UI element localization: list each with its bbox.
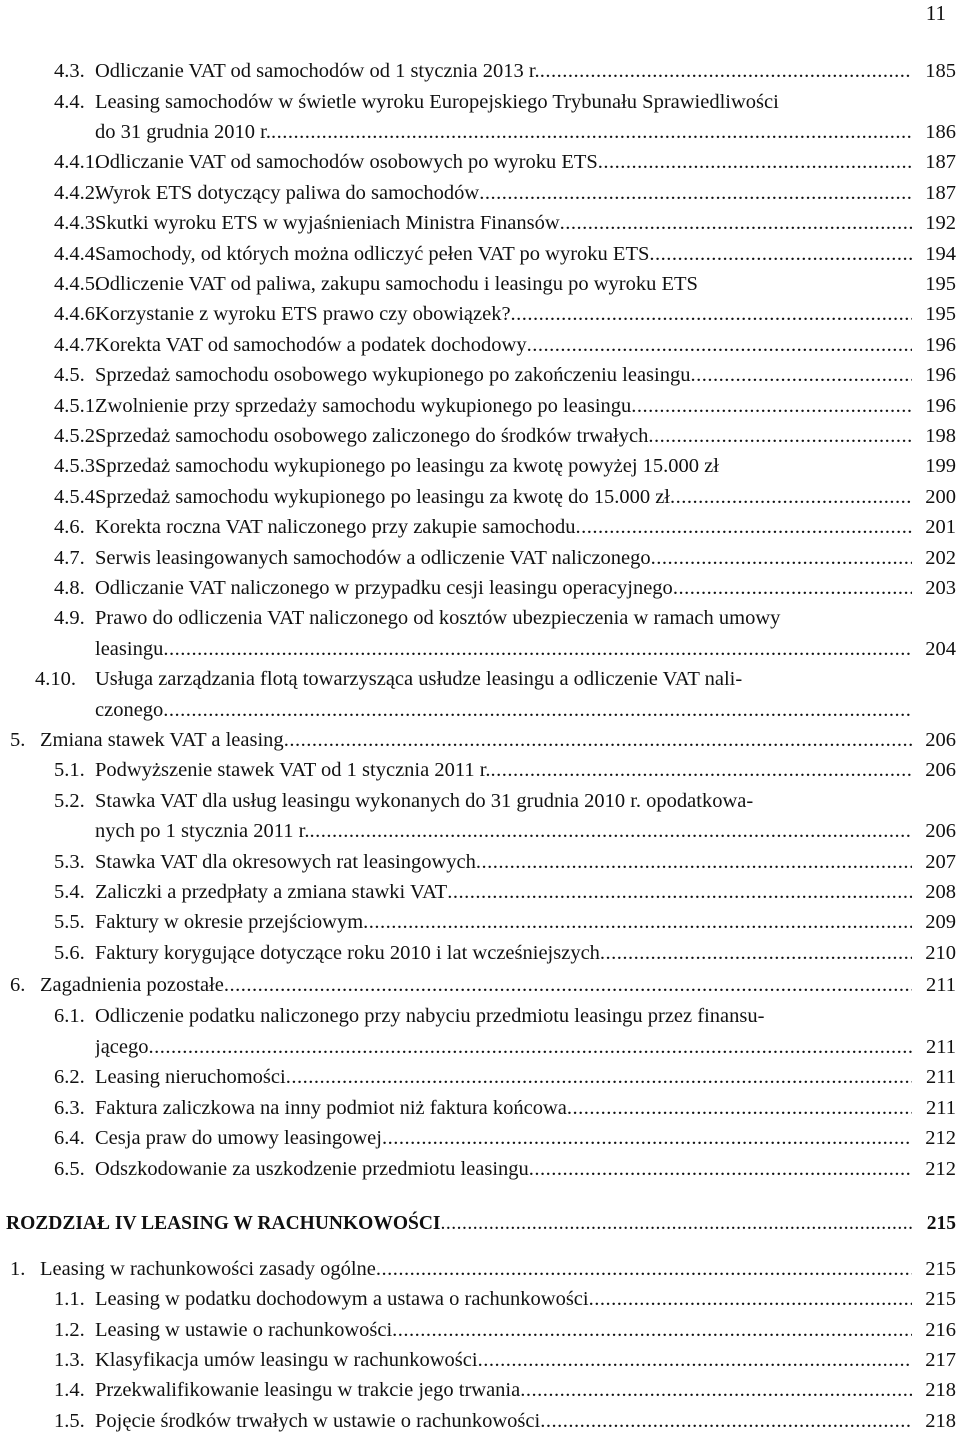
- toc-entry-page: 218: [925, 1379, 956, 1401]
- toc-entry: [54, 787, 956, 815]
- toc-entry: [54, 1124, 956, 1152]
- toc-entry-title: Pojęcie środków trwałych w ustawie o rachunkowości .....: [95, 1407, 912, 1435]
- toc-entry-number: 4.4.: [54, 91, 85, 113]
- toc-entry-page: 211: [926, 1097, 956, 1119]
- toc-entry-number: 5.4.: [54, 881, 85, 903]
- toc-entry-number: 1.3.: [54, 1349, 85, 1371]
- toc-entry-title: Sprzedaż samochodu wykupionego po leasingu za kwotę powyżej 15.000 zł: [95, 455, 719, 477]
- toc-entry-number: 5.: [10, 729, 26, 751]
- toc-entry-title: nych po 1 stycznia 2011 r. .....: [95, 817, 912, 845]
- toc-entry-title: Cesja praw do umowy leasingowej .....: [95, 1124, 912, 1152]
- toc-entry-page: 194: [925, 243, 956, 265]
- toc-entry-page: 187: [925, 151, 956, 173]
- toc-entry-page: 206: [925, 729, 956, 751]
- toc-entry-title: Klasyfikacja umów leasingu w rachunkowości .....: [95, 1346, 912, 1374]
- toc-entry-title: Stawka VAT dla usług leasingu wykonanych do 31 grudnia 2010 r. opodatkowa-: [95, 790, 754, 812]
- toc-entry: [54, 1094, 956, 1122]
- toc-entry: [35, 696, 956, 724]
- toc-entry-number: 5.1.: [54, 759, 85, 781]
- toc-entry-number: 4.5.: [54, 364, 85, 386]
- toc-entry: [54, 331, 956, 359]
- toc-entry-title: Korzystanie z wyroku ETS prawo czy obowiązek? .....: [95, 300, 912, 328]
- toc-entry: [54, 452, 956, 480]
- toc-entry-number: 6.: [10, 974, 26, 996]
- toc-entry-number: 5.5.: [54, 911, 85, 933]
- toc-entry-number: 1.2.: [54, 1319, 85, 1341]
- toc-entry-number: 4.4.1.: [54, 151, 101, 173]
- toc-entry-title: Stawka VAT dla okresowych rat leasingowych .....: [95, 848, 912, 876]
- toc-entry-number: 4.4.2.: [54, 182, 101, 204]
- toc-entry: [54, 848, 956, 876]
- toc-entry-number: 4.5.4.: [54, 486, 101, 508]
- toc-entry-page: 211: [926, 1066, 956, 1088]
- toc-entry: [54, 939, 956, 967]
- toc-entry-number: 1.5.: [54, 1410, 85, 1432]
- toc-entry: [54, 1063, 956, 1091]
- toc-entry-number: 6.2.: [54, 1066, 85, 1088]
- toc-entry-page: 196: [925, 364, 956, 386]
- toc-entry-title: Leasing w ustawie o rachunkowości .....: [95, 1316, 912, 1344]
- toc-entry-number: 4.4.3.: [54, 212, 101, 234]
- toc-entry: [54, 118, 956, 146]
- toc-entry-title: Skutki wyroku ETS w wyjaśnieniach Ministra Finansów .....: [95, 209, 912, 237]
- toc-entry-title: jącego .....: [95, 1033, 912, 1061]
- toc-entry-title: Samochody, od których można odliczyć pełen VAT po wyroku ETS .....: [95, 240, 912, 268]
- toc-entry-title: Faktura zaliczkowa na inny podmiot niż faktura końcowa .....: [95, 1094, 912, 1122]
- toc-entry: [54, 878, 956, 906]
- toc-entry-number: 4.6.: [54, 516, 85, 538]
- toc-entry: [54, 817, 956, 845]
- toc-entry-title: Wyrok ETS dotyczący paliwa do samochodów .....: [95, 179, 912, 207]
- toc-entry-title: czonego .....: [95, 696, 912, 724]
- toc-entry-page: 212: [925, 1158, 956, 1180]
- toc-entry-number: 4.4.6.: [54, 303, 101, 325]
- toc-entry-title: Zmiana stawek VAT a leasing .....: [40, 726, 912, 754]
- toc-entry: [54, 483, 956, 511]
- toc-entry-number: 4.10.: [35, 668, 76, 690]
- toc-entry-title: Faktury w okresie przejściowym .....: [95, 908, 912, 936]
- toc-entry-number: 1.: [10, 1258, 26, 1280]
- toc-entry-page: 198: [925, 425, 956, 447]
- toc-entry-page: 203: [925, 577, 956, 599]
- toc-entry-page: 208: [925, 881, 956, 903]
- toc-entry-page: 207: [925, 851, 956, 873]
- toc-entry-number: 5.6.: [54, 942, 85, 964]
- toc-entry-title: ROZDZIAŁ IV LEASING W RACHUNKOWOŚCI .....: [6, 1210, 912, 1238]
- toc-entry-page: 218: [925, 1410, 956, 1432]
- toc-entry: [10, 1255, 956, 1283]
- toc-entry-page: 201: [925, 516, 956, 538]
- toc-entry-number: 4.9.: [54, 607, 85, 629]
- toc-entry-title: leasingu .....: [95, 635, 912, 663]
- toc-entry-title: Korekta roczna VAT naliczonego przy zakupie samochodu .....: [95, 513, 912, 541]
- toc-entry-number: 4.5.1.: [54, 395, 101, 417]
- toc-entry: [54, 544, 956, 572]
- toc-entry-title: Zaliczki a przedpłaty a zmiana stawki VAT .....: [95, 878, 912, 906]
- toc-entry-page: 209: [925, 911, 956, 933]
- toc-entry-title: Usługa zarządzania flotą towarzysząca usłudze leasingu a odliczenie VAT nali-: [95, 668, 743, 690]
- toc-entry-page: 212: [925, 1127, 956, 1149]
- toc-entry-number: 4.5.2.: [54, 425, 101, 447]
- toc-entry-number: 5.2.: [54, 790, 85, 812]
- toc-entry-title: Leasing w podatku dochodowym a ustawa o rachunkowości .....: [95, 1285, 912, 1313]
- toc-entry: [54, 1285, 956, 1313]
- toc-entry-title: Odliczanie VAT od samochodów osobowych po wyroku ETS .....: [95, 148, 912, 176]
- toc-entry-title: Odszkodowanie za uszkodzenie przedmiotu leasingu .....: [95, 1155, 912, 1183]
- toc-entry-page: 216: [925, 1319, 956, 1341]
- toc-entry: [54, 1033, 956, 1061]
- toc-entry-number: 4.5.3.: [54, 455, 101, 477]
- toc-entry: [54, 422, 956, 450]
- toc-entry: [54, 209, 956, 237]
- toc-entry-title: Sprzedaż samochodu wykupionego po leasingu za kwotę do 15.000 zł .....: [95, 483, 912, 511]
- toc-entry-number: 4.4.5.: [54, 273, 101, 295]
- toc-entry: [10, 726, 956, 754]
- page-number: 11: [925, 1, 946, 25]
- toc-entry-number: 4.4.7.: [54, 334, 101, 356]
- toc-entry-page: 192: [925, 212, 956, 234]
- toc-entry: [54, 513, 956, 541]
- toc-entry-number: 1.1.: [54, 1288, 85, 1310]
- toc-entry-title: Przekwalifikowanie leasingu w trakcie jego trwania .....: [95, 1376, 912, 1404]
- toc-entry-title: Faktury korygujące dotyczące roku 2010 i lat wcześniejszych .....: [95, 939, 912, 967]
- toc-entry-title: Odliczanie VAT naliczonego w przypadku cesji leasingu operacyjnego .....: [95, 574, 912, 602]
- toc-entry-page: 186: [925, 121, 956, 143]
- toc-entry-page: 202: [925, 547, 956, 569]
- toc-entry-page: 199: [925, 455, 956, 477]
- toc-entry-number: 4.8.: [54, 577, 85, 599]
- toc-entry-title: Leasing nieruchomości .....: [95, 1063, 912, 1091]
- toc-entry: [54, 361, 956, 389]
- toc-entry: [54, 1316, 956, 1344]
- toc-entry: [54, 88, 956, 116]
- toc-entry: [54, 148, 956, 176]
- toc-entry-page: 215: [926, 1213, 956, 1234]
- toc-entry-page: 215: [925, 1258, 956, 1280]
- toc-entry: [54, 574, 956, 602]
- toc-entry-number: 4.7.: [54, 547, 85, 569]
- toc-entry-page: 196: [925, 334, 956, 356]
- toc-entry: [54, 270, 956, 298]
- toc-entry: [54, 604, 956, 632]
- toc-entry-number: 4.3.: [54, 60, 85, 82]
- toc-entry-title: Zagadnienia pozostałe .....: [40, 971, 912, 999]
- toc-entry-page: 200: [925, 486, 956, 508]
- toc-entry: [54, 1155, 956, 1183]
- toc-entry-page: 211: [926, 974, 956, 996]
- toc-entry-number: 4.4.4.: [54, 243, 101, 265]
- toc-entry-number: 1.4.: [54, 1379, 85, 1401]
- toc-entry-page: 217: [925, 1349, 956, 1371]
- toc-entry: [54, 1376, 956, 1404]
- toc-entry-title: Sprzedaż samochodu osobowego wykupionego po zakończeniu leasingu .....: [95, 361, 912, 389]
- toc-entry-title: Prawo do odliczenia VAT naliczonego od kosztów ubezpieczenia w ramach umowy: [95, 607, 781, 629]
- toc-entry-number: 6.3.: [54, 1097, 85, 1119]
- toc-chapter-heading: [6, 1210, 956, 1238]
- toc-entry-title: Odliczenie podatku naliczonego przy nabyciu przedmiotu leasingu przez finansu-: [95, 1005, 765, 1027]
- toc-entry-page: 195: [925, 273, 956, 295]
- toc-entry-number: 6.5.: [54, 1158, 85, 1180]
- toc-entry-page: 185: [925, 60, 956, 82]
- toc-entry-number: 6.4.: [54, 1127, 85, 1149]
- toc-entry-title: do 31 grudnia 2010 r. .....: [95, 118, 912, 146]
- toc-entry-page: 195: [925, 303, 956, 325]
- toc-entry: [54, 1002, 956, 1030]
- toc-entry-page: 187: [925, 182, 956, 204]
- toc-entry-page: 204: [925, 638, 956, 660]
- toc-entry-title: Korekta VAT od samochodów a podatek dochodowy .....: [95, 331, 912, 359]
- toc-entry-title: Odliczenie VAT od paliwa, zakupu samochodu i leasingu po wyroku ETS: [95, 273, 698, 295]
- toc-entry: [54, 179, 956, 207]
- toc-entry-title: Odliczanie VAT od samochodów od 1 stycznia 2013 r. .....: [95, 57, 912, 85]
- toc-entry-page: 206: [925, 820, 956, 842]
- toc-entry-title: Serwis leasingowanych samochodów a odliczenie VAT naliczonego .....: [95, 544, 912, 572]
- toc-entry: [54, 635, 956, 663]
- toc-entry: [54, 392, 956, 420]
- toc-entry: [54, 1407, 956, 1435]
- toc-entry: [35, 665, 956, 693]
- toc-entry-page: 211: [926, 1036, 956, 1058]
- toc-entry-number: 5.3.: [54, 851, 85, 873]
- toc-entry: [54, 240, 956, 268]
- toc-entry-title: Zwolnienie przy sprzedaży samochodu wykupionego po leasingu .....: [95, 392, 912, 420]
- toc-entry-page: 215: [925, 1288, 956, 1310]
- toc-entry-number: 6.1.: [54, 1005, 85, 1027]
- toc-entry: [54, 57, 956, 85]
- toc-entry-title: Leasing w rachunkowości zasady ogólne .....: [40, 1255, 912, 1283]
- toc-entry: [10, 971, 956, 999]
- toc-entry-page: 196: [925, 395, 956, 417]
- toc-entry: [54, 1346, 956, 1374]
- toc-entry: [54, 756, 956, 784]
- toc-entry-page: 210: [925, 942, 956, 964]
- toc-entry: [54, 300, 956, 328]
- toc-entry-page: 206: [925, 759, 956, 781]
- toc-entry-title: Sprzedaż samochodu osobowego zaliczonego do środków trwałych .....: [95, 422, 912, 450]
- toc-entry-title: Podwyższenie stawek VAT od 1 stycznia 2011 r. .....: [95, 756, 912, 784]
- toc-entry: [54, 908, 956, 936]
- toc-entry-title: Leasing samochodów w świetle wyroku Europejskiego Trybunału Sprawiedliwości: [95, 91, 779, 113]
